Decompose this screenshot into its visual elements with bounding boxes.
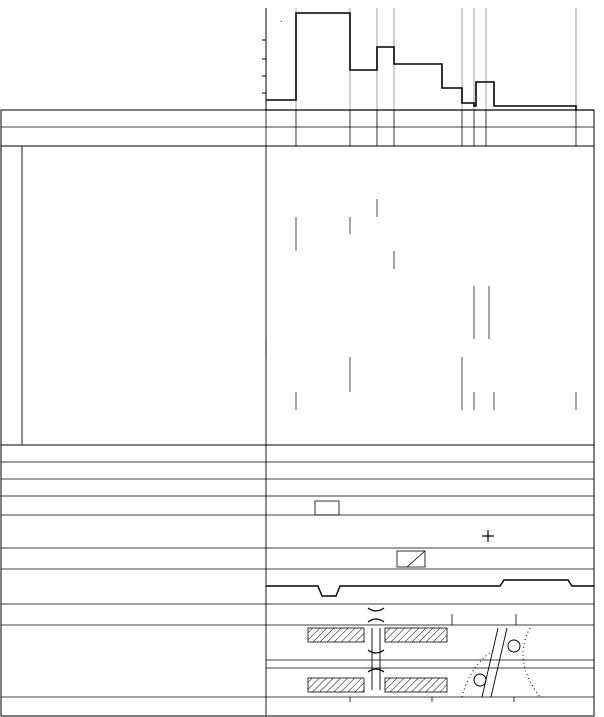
river (372, 628, 380, 690)
building-block (308, 628, 364, 642)
epure-step-line (266, 13, 576, 110)
y-axis-line (262, 8, 266, 110)
building-block (385, 628, 447, 642)
curves-line (266, 580, 594, 596)
epure-gridlines (296, 8, 576, 110)
plan-drawing (266, 628, 594, 697)
tree-icon (508, 640, 520, 652)
coef-separators (266, 199, 576, 410)
epure-mark-dot: . (280, 14, 283, 24)
coefficients-table (1, 146, 594, 445)
tree-icon (474, 674, 486, 686)
plan-bridge-icon (368, 650, 384, 672)
building-block (308, 678, 364, 692)
crossing-plus-icon (482, 530, 494, 542)
bridge-icon (368, 608, 384, 622)
grade-slope-mark (407, 551, 425, 567)
segment-table (1, 110, 594, 146)
parameters-section (1, 445, 594, 716)
epure-section (262, 8, 594, 110)
building-block (385, 678, 447, 692)
crossing-road (482, 628, 507, 697)
